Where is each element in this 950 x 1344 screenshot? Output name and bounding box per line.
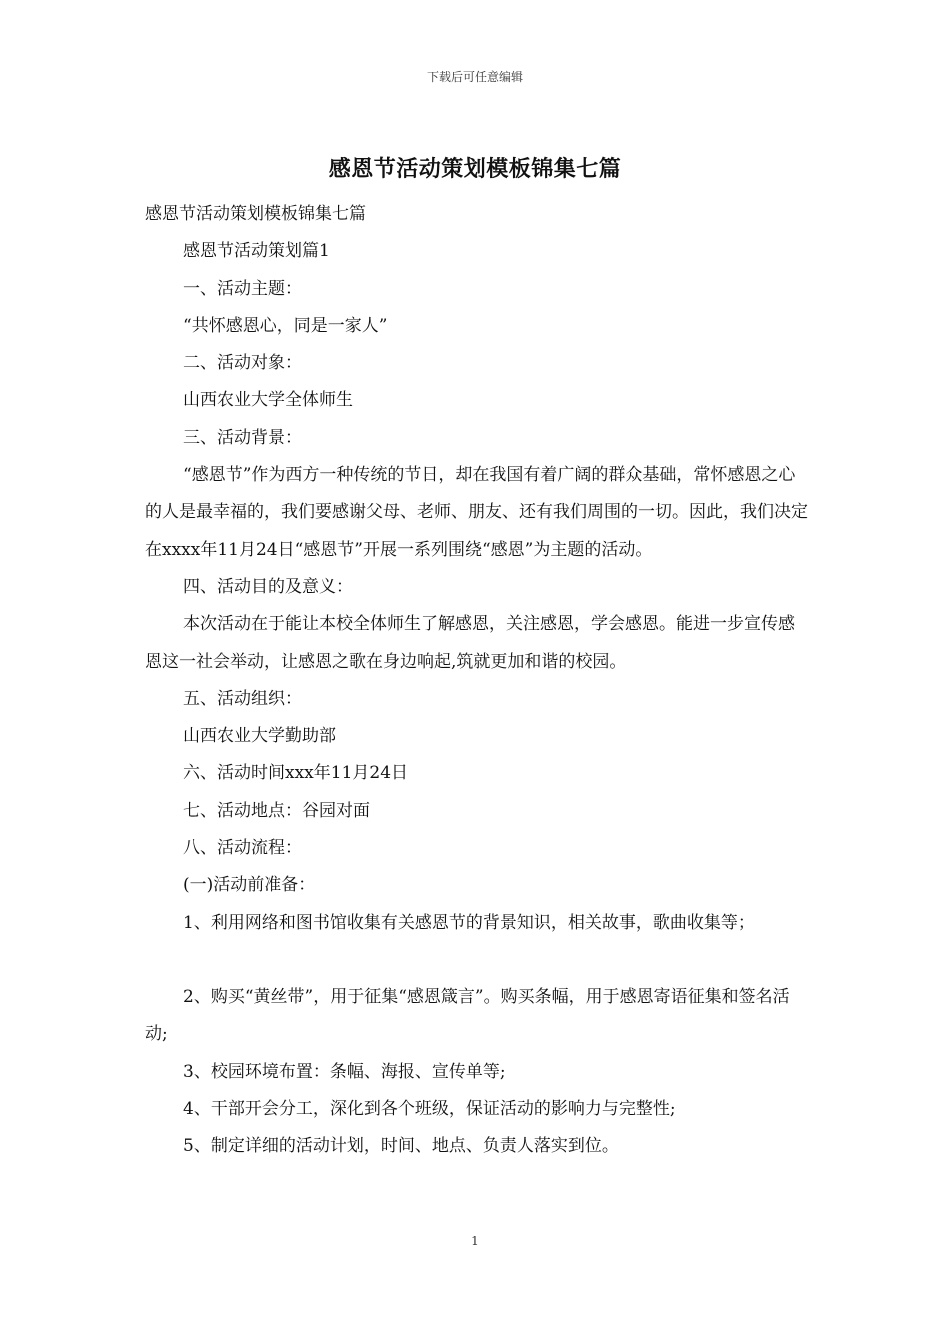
location-text: 七、活动地点：谷园对面 <box>183 800 370 821</box>
heading-organizer: 五、活动组织： <box>183 688 302 709</box>
header-note: 下载后可任意编辑 <box>426 70 523 84</box>
list-item: 3、校园环境布置：条幅、海报、宣传单等; <box>183 1061 506 1082</box>
document-body <box>145 196 810 1165</box>
heading-background: 三、活动背景： <box>183 427 302 448</box>
theme-text: “共怀感恩心，同是一家人” <box>183 315 388 336</box>
list-item: 2、购买“黄丝带”，用于征集“感恩箴言”。购买条幅，用于感恩寄语征集和签名活动; <box>145 986 790 1045</box>
blank-line <box>145 942 810 979</box>
heading-process: 八、活动流程： <box>183 838 302 859</box>
background-text: “感恩节”作为西方一种传统的节日，却在我国有着广阔的群众基础，常怀感恩之心的人是最幸福的，我们要感谢父母、老师、朋友、还有我们周围的一切。因此，我们决定在xxxx年11月24日“感恩节”开展一系列围绕“感恩”为主题的活动。 <box>145 465 808 560</box>
list-item: 4、干部开会分工，深化到各个班级，保证活动的影响力与完整性; <box>183 1098 676 1119</box>
list-item: 5、制定详细的活动计划，时间、地点、负责人落实到位。 <box>183 1136 619 1157</box>
heading-audience: 二、活动对象： <box>183 353 302 374</box>
organizer-text: 山西农业大学勤助部 <box>183 726 336 747</box>
time-text: 六、活动时间xxx年11月24日 <box>183 763 409 784</box>
heading-theme: 一、活动主题： <box>183 278 302 299</box>
document-title: 感恩节活动策划模板锦集七篇 <box>328 156 622 182</box>
list-item: 1、利用网络和图书馆收集有关感恩节的背景知识，相关故事，歌曲收集等； <box>183 912 755 933</box>
heading-purpose: 四、活动目的及意义： <box>183 576 353 597</box>
subtitle-line: 感恩节活动策划模板锦集七篇 <box>145 204 366 224</box>
audience-text: 山西农业大学全体师生 <box>183 390 353 411</box>
page-number: 1 <box>471 1234 479 1248</box>
section-heading: 感恩节活动策划篇1 <box>183 241 330 262</box>
purpose-text: 本次活动在于能让本校全体师生了解感恩，关注感恩，学会感恩。能进一步宣传感恩这一社会举动，让感恩之歌在身边响起,筑就更加和谐的校园。 <box>145 614 795 672</box>
heading-preparation: (一)活动前准备： <box>183 875 316 896</box>
